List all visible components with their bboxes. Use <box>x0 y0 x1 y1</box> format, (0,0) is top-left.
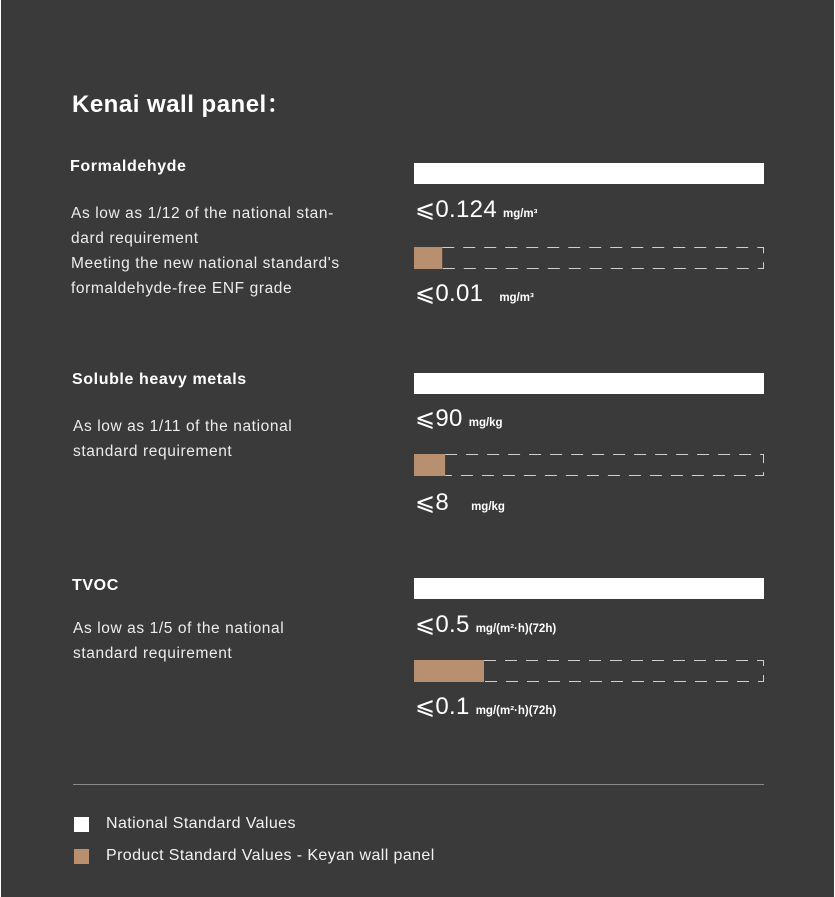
value-national-tvoc <box>415 610 556 639</box>
legend-item-product <box>74 847 435 865</box>
bar-track-outline <box>484 661 764 682</box>
value-number: ⩽0.01 <box>415 280 484 307</box>
description-line: standard requirement <box>73 645 233 662</box>
legend-label: Product Standard Values - Keyan wall panel <box>106 847 435 864</box>
bar-product-track-formaldehyde <box>414 247 764 269</box>
section-heading-formaldehyde: Formaldehyde <box>70 158 187 175</box>
value-number: ⩽0.1 <box>415 693 470 720</box>
bar-product-tvoc <box>414 660 484 682</box>
value-unit: mg/m³ <box>499 292 534 304</box>
description-line: As low as 1/12 of the national stan- <box>71 205 334 222</box>
bar-track-outline <box>445 455 763 476</box>
value-number: ⩽8 <box>415 489 450 516</box>
value-product-heavy-metals <box>415 488 505 517</box>
value-product-formaldehyde <box>415 279 534 308</box>
value-number: ⩽90 <box>415 405 463 432</box>
section-heading-heavy-metals: Soluble heavy metals <box>72 371 247 388</box>
value-number: ⩽0.124 <box>415 196 497 223</box>
value-national-formaldehyde <box>415 195 537 224</box>
value-unit: mg/m³ <box>502 208 538 220</box>
section-heading-tvoc: TVOC <box>72 577 119 594</box>
infographic-panel <box>1 0 834 897</box>
bar-track-outline <box>442 248 763 269</box>
bar-product-heavy-metals <box>414 454 445 476</box>
bar-national-formaldehyde <box>414 163 764 184</box>
section-description-formaldehyde <box>71 201 340 301</box>
section-description-heavy-metals <box>73 414 292 464</box>
bar-national-tvoc <box>414 578 764 599</box>
description-line: As low as 1/5 of the national <box>73 620 285 637</box>
divider <box>73 784 764 785</box>
page-title: Kenai wall panel： <box>72 91 292 118</box>
value-unit: mg/(m²·h)(72h) <box>475 705 557 717</box>
description-line: As low as 1/11 of the national <box>73 418 293 435</box>
value-national-heavy-metals <box>415 404 503 433</box>
description-line: dard requirement <box>71 230 199 247</box>
description-line: formaldehyde-free ENF grade <box>71 280 293 297</box>
value-unit: mg/kg <box>471 501 505 513</box>
bar-product-formaldehyde <box>414 247 442 269</box>
bar-product-track-tvoc <box>414 660 764 682</box>
legend-label: National Standard Values <box>106 815 296 832</box>
value-unit: mg/(m²·h)(72h) <box>475 623 557 635</box>
bar-product-track-heavy-metals <box>414 454 764 476</box>
legend-swatch-product <box>74 849 89 864</box>
legend-swatch-national <box>74 817 89 832</box>
value-unit: mg/kg <box>468 417 503 429</box>
legend-item-national <box>74 815 296 833</box>
description-line: Meeting the new national standard's <box>71 255 340 272</box>
value-product-tvoc <box>415 692 556 721</box>
value-number: ⩽0.5 <box>415 611 470 638</box>
section-description-tvoc <box>73 616 284 666</box>
bar-national-heavy-metals <box>414 373 764 394</box>
description-line: standard requirement <box>73 443 233 460</box>
